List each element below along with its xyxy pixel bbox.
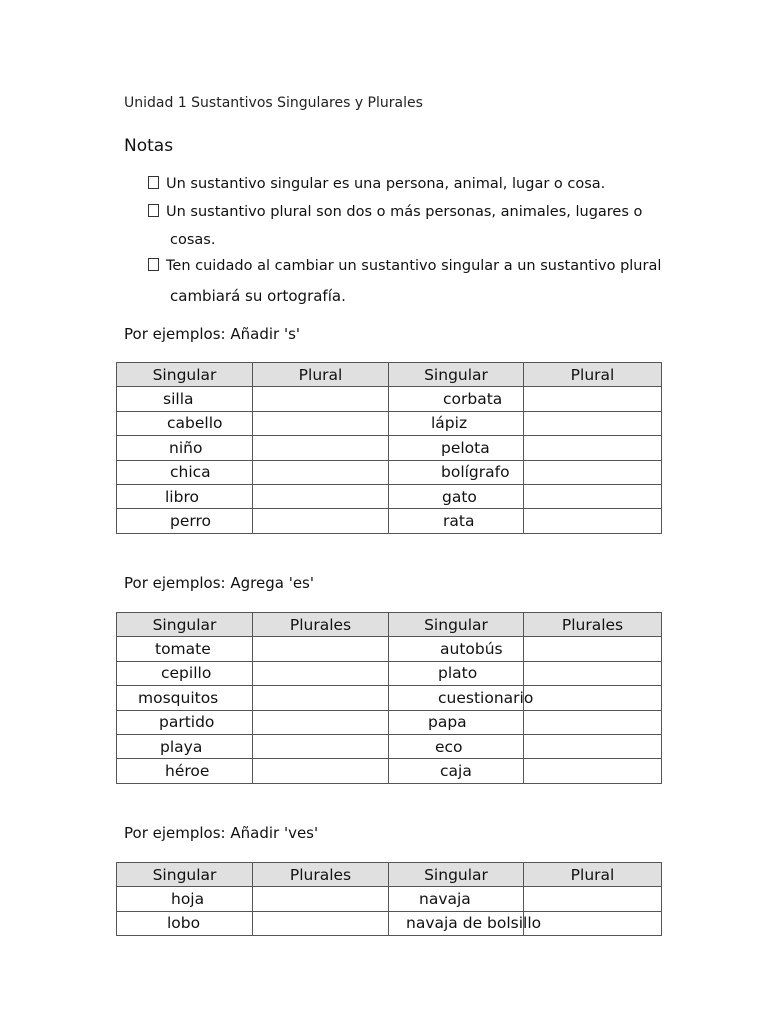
plural-answer-cell[interactable] <box>524 387 662 411</box>
plural-answer-cell[interactable] <box>253 759 389 783</box>
singular-word: corbata <box>389 387 524 411</box>
table-row <box>117 887 662 911</box>
singular-word: caja <box>389 759 524 783</box>
table-header-row <box>117 363 662 387</box>
column-header: Singular <box>117 613 253 637</box>
plural-answer-cell[interactable] <box>253 887 389 911</box>
table-row <box>117 661 662 685</box>
singular-word: navaja <box>389 887 524 911</box>
plural-answer-cell[interactable] <box>253 436 389 460</box>
note-text: Ten cuidado al cambiar un sustantivo singular a un sustantivo plural <box>166 258 662 274</box>
singular-word: silla <box>117 387 253 411</box>
checkbox-bullet-icon <box>148 204 159 217</box>
singular-word: rata <box>389 509 524 533</box>
plural-answer-cell[interactable] <box>524 661 662 685</box>
singular-word: partido <box>117 710 253 734</box>
singular-word: hoja <box>117 887 253 911</box>
plural-answer-cell[interactable] <box>524 509 662 533</box>
table-row <box>117 387 662 411</box>
note-text: Un sustantivo plural son dos o más personas, animales, lugares o <box>166 204 643 220</box>
table-row <box>117 686 662 710</box>
singular-word: eco <box>389 734 524 758</box>
singular-word: tomate <box>117 637 253 661</box>
plural-answer-cell[interactable] <box>253 509 389 533</box>
note-item <box>148 258 661 274</box>
note-item <box>148 176 605 192</box>
singular-word: cepillo <box>117 661 253 685</box>
singular-word: chica <box>117 460 253 484</box>
plural-answer-cell[interactable] <box>253 387 389 411</box>
plural-answer-cell[interactable] <box>524 436 662 460</box>
singular-word: gato <box>389 484 524 508</box>
note-item <box>148 204 642 220</box>
singular-word: autobús <box>389 637 524 661</box>
table-row <box>117 460 662 484</box>
plural-answer-cell[interactable] <box>524 411 662 435</box>
table-header-row <box>117 613 662 637</box>
plural-answer-cell[interactable] <box>524 911 662 935</box>
notes-heading: Notas <box>124 136 174 156</box>
plural-answer-cell[interactable] <box>524 710 662 734</box>
plural-answer-cell[interactable] <box>253 686 389 710</box>
note-text: Un sustantivo singular es una persona, animal, lugar o cosa. <box>166 176 606 192</box>
singular-word: niño <box>117 436 253 460</box>
plural-answer-cell[interactable] <box>253 484 389 508</box>
column-header: Singular <box>389 613 524 637</box>
section-label: Por ejemplos: Añadir 'ves' <box>124 824 319 842</box>
singular-word: héroe <box>117 759 253 783</box>
table-row <box>117 710 662 734</box>
singular-word: perro <box>117 509 253 533</box>
plural-answer-cell[interactable] <box>524 887 662 911</box>
singular-word: bolígrafo <box>389 460 524 484</box>
table-row <box>117 637 662 661</box>
plural-answer-cell[interactable] <box>253 460 389 484</box>
column-header: Plurales <box>253 613 389 637</box>
note-text-continued: cambiará su ortografía. <box>170 287 346 305</box>
plural-answer-cell[interactable] <box>524 637 662 661</box>
table-row <box>117 484 662 508</box>
plural-answer-cell[interactable] <box>524 484 662 508</box>
column-header: Plural <box>524 363 662 387</box>
plural-answer-cell[interactable] <box>253 911 389 935</box>
singular-word: plato <box>389 661 524 685</box>
table-row <box>117 759 662 783</box>
plural-answer-cell[interactable] <box>524 759 662 783</box>
singular-word: mosquitos <box>117 686 253 710</box>
plural-answer-cell[interactable] <box>524 734 662 758</box>
singular-word: playa <box>117 734 253 758</box>
checkbox-bullet-icon <box>148 258 159 271</box>
word-table <box>116 862 662 936</box>
word-table <box>116 362 662 534</box>
table-row <box>117 734 662 758</box>
singular-word: lobo <box>117 911 253 935</box>
plural-answer-cell[interactable] <box>253 411 389 435</box>
column-header: Plural <box>253 363 389 387</box>
singular-word: pelota <box>389 436 524 460</box>
table-row <box>117 911 662 935</box>
singular-word: cuestionario <box>389 686 524 710</box>
singular-word: cabello <box>117 411 253 435</box>
note-text-continued: cosas. <box>170 232 216 248</box>
table-row <box>117 436 662 460</box>
column-header: Singular <box>389 863 524 887</box>
plural-answer-cell[interactable] <box>524 686 662 710</box>
column-header: Plurales <box>253 863 389 887</box>
table-row <box>117 411 662 435</box>
checkbox-bullet-icon <box>148 176 159 189</box>
singular-word: navaja de bolsillo <box>389 911 524 935</box>
plural-answer-cell[interactable] <box>253 734 389 758</box>
page-title: Unidad 1 Sustantivos Singulares y Plurales <box>124 95 423 111</box>
column-header: Singular <box>389 363 524 387</box>
plural-answer-cell[interactable] <box>253 637 389 661</box>
column-header: Plurales <box>524 613 662 637</box>
section-label: Por ejemplos: Añadir 's' <box>124 325 301 343</box>
table-row <box>117 509 662 533</box>
section-label: Por ejemplos: Agrega 'es' <box>124 574 314 592</box>
word-table <box>116 612 662 784</box>
plural-answer-cell[interactable] <box>253 710 389 734</box>
column-header: Plural <box>524 863 662 887</box>
column-header: Singular <box>117 863 253 887</box>
singular-word: lápiz <box>389 411 524 435</box>
plural-answer-cell[interactable] <box>524 460 662 484</box>
table-header-row <box>117 863 662 887</box>
plural-answer-cell[interactable] <box>253 661 389 685</box>
singular-word: libro <box>117 484 253 508</box>
singular-word: papa <box>389 710 524 734</box>
column-header: Singular <box>117 363 253 387</box>
